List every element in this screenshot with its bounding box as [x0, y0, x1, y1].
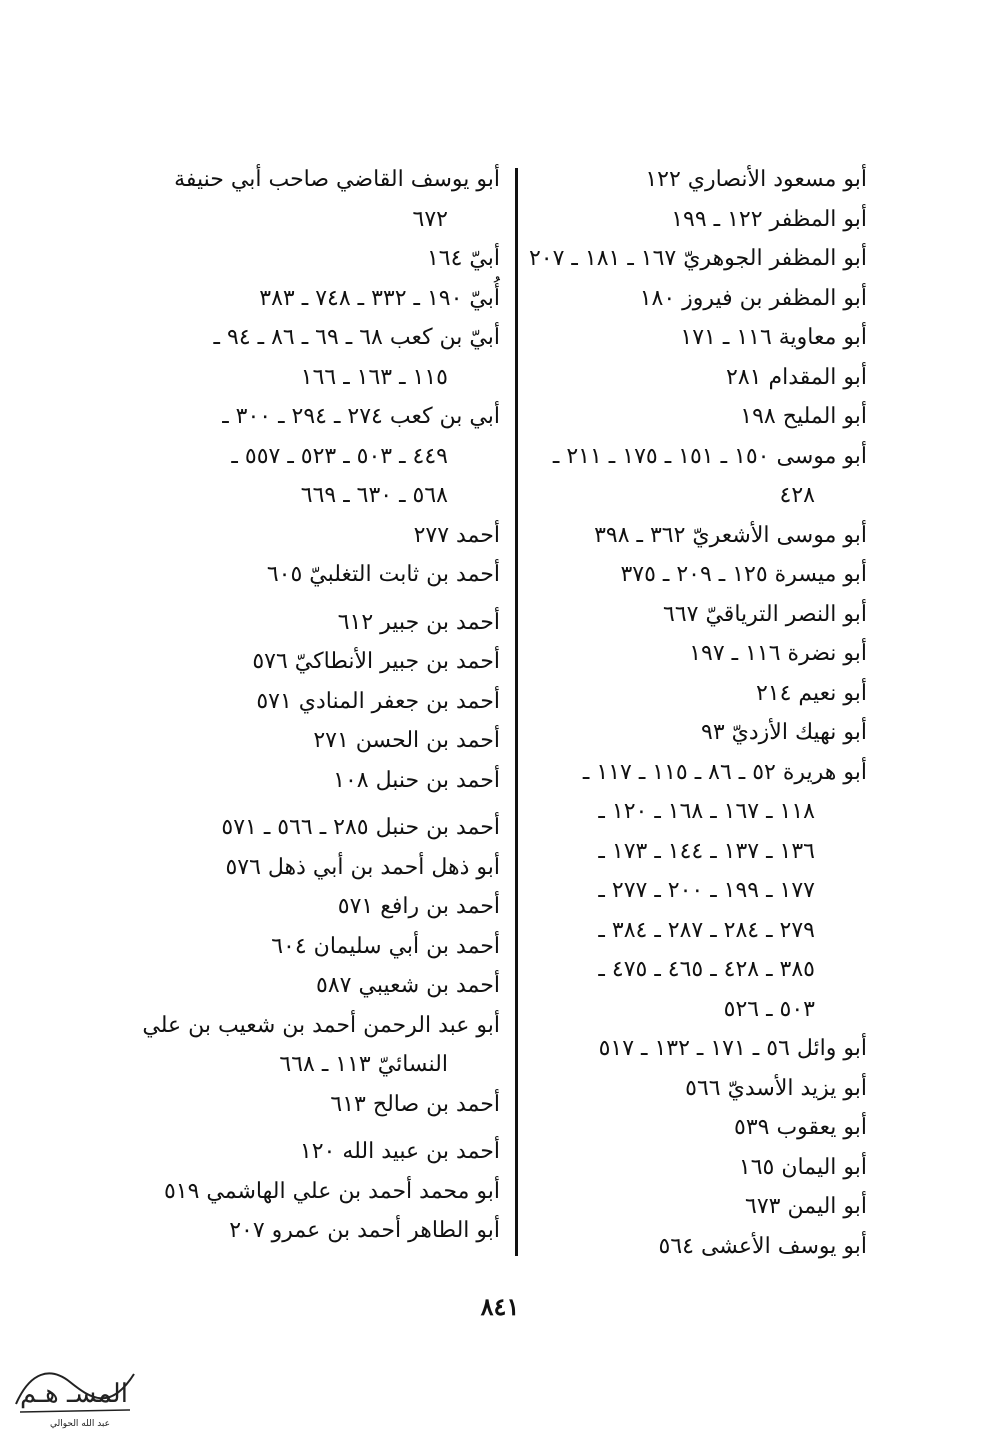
- index-entry: أحمد بن حنبل ١٠٨: [333, 767, 500, 793]
- index-entry: أبو يوسف الأعشى ٥٦٤: [658, 1233, 867, 1259]
- index-entry-continuation: ٤٢٨: [779, 483, 815, 508]
- index-entry-continuation: ٥٦٨ ـ ٦٣٠ ـ ٦٦٩: [300, 483, 448, 508]
- page-number: ٨٤١: [480, 1292, 520, 1321]
- index-entry-continuation: ١٧٧ ـ ١٩٩ ـ ٢٠٠ ـ ٢٧٧ ـ: [598, 878, 815, 903]
- index-entry-continuation: ١١٥ ـ ١٦٣ ـ ١٦٦: [300, 364, 448, 390]
- index-entry: أبو اليمن ٦٧٣: [745, 1194, 867, 1219]
- index-entry: أحمد بن صالح ٦١٣: [330, 1091, 500, 1117]
- index-entry: أبو الطاهر أحمد بن عمرو ٢٠٧: [229, 1218, 500, 1243]
- index-entry-continuation: النسائيّ ١١٣ ـ ٦٦٨: [279, 1052, 448, 1077]
- index-entry: أبو النصر الترياقيّ ٦٦٧: [663, 601, 867, 627]
- index-entry: أحمد بن حنبل ٢٨٥ ـ ٥٦٦ ـ ٥٧١: [221, 815, 500, 840]
- column-divider: [515, 168, 518, 1256]
- index-entry: أبو اليمان ١٦٥: [738, 1154, 867, 1180]
- index-entry-continuation: ١٣٦ ـ ١٣٧ ـ ١٤٤ ـ ١٧٣ ـ: [598, 838, 815, 864]
- index-entry: أبو المظفر ١٢٢ ـ ١٩٩: [671, 206, 867, 232]
- index-entry: أحمد بن رافع ٥٧١: [337, 894, 500, 919]
- index-entry-continuation: ٥٠٣ ـ ٥٢٦: [723, 996, 815, 1022]
- index-entry: أبي بن كعب ٢٧٤ ـ ٢٩٤ ـ ٣٠٠ ـ: [222, 404, 500, 429]
- index-entry: أحمد بن جبير ٦١٢: [337, 609, 500, 635]
- index-entry: أبو مسعود الأنصاري ١٢٢: [645, 167, 867, 192]
- index-entry: أبو يوسف القاضي صاحب أبي حنيفة: [174, 167, 500, 192]
- index-entry: أُبيّ ١٩٠ ـ ٣٣٢ ـ ٧٤٨ ـ ٣٨٣: [259, 285, 500, 311]
- index-entry: أبو وائل ٥٦ ـ ١٧١ ـ ١٣٢ ـ ٥١٧: [598, 1036, 867, 1061]
- index-entry: أبو المظفر الجوهريّ ١٦٧ ـ ١٨١ ـ ٢٠٧: [528, 246, 867, 271]
- logo-sub-text: عبد الله الحوالي: [49, 1419, 111, 1429]
- index-entry: أبو يعقوب ٥٣٩: [734, 1115, 867, 1140]
- index-entry: أحمد ٢٧٧: [413, 522, 500, 548]
- index-entry: أبو هريرة ٥٢ ـ ٨٦ ـ ١١٥ ـ ١١٧ ـ: [582, 759, 867, 785]
- index-entry: أبو يزيد الأسديّ ٥٦٦: [685, 1075, 867, 1101]
- index-entry: أبيّ ١٦٤: [426, 246, 500, 271]
- index-entry: أبو نهيك الأزديّ ٩٣: [701, 720, 867, 745]
- index-entry: أبو ميسرة ١٢٥ ـ ٢٠٩ ـ ٣٧٥: [620, 562, 867, 587]
- index-entry: أبو نعيم ٢١٤: [755, 680, 867, 706]
- index-entry: أبو موسى الأشعريّ ٣٦٢ ـ ٣٩٨: [594, 522, 867, 548]
- index-entry: أبو ذهل أحمد بن أبي ذهل ٥٧٦: [225, 854, 500, 880]
- index-entry: أحمد بن الحسن ٢٧١: [313, 728, 500, 753]
- index-entry: أحمد بن ثابت التغلبيّ ٦٠٥: [266, 562, 500, 587]
- index-entry-continuation: ٣٨٥ ـ ٤٢٨ ـ ٤٦٥ ـ ٤٧٥ ـ: [598, 957, 815, 982]
- index-entry: أحمد بن شعيبي ٥٨٧: [316, 973, 500, 998]
- publisher-logo: [10, 1352, 140, 1430]
- index-entry: أبو عبد الرحمن أحمد بن شعيب بن علي: [142, 1012, 500, 1038]
- index-entry: أحمد بن أبي سليمان ٦٠٤: [271, 933, 500, 959]
- index-column-left: [142, 160, 500, 1251]
- index-entry: أبيّ بن كعب ٦٨ ـ ٦٩ ـ ٨٦ ـ ٩٤ ـ: [213, 325, 500, 350]
- index-entry-continuation: ٢٧٩ ـ ٢٨٤ ـ ٢٨٧ ـ ٣٨٤ ـ: [598, 917, 815, 943]
- index-entry: أبو معاوية ١١٦ ـ ١٧١: [680, 325, 867, 350]
- index-entry-continuation: ١١٨ ـ ١٦٧ ـ ١٦٨ ـ ١٢٠ ـ: [598, 799, 815, 824]
- index-entry-continuation: ٤٤٩ ـ ٥٠٣ ـ ٥٢٣ ـ ٥٥٧ ـ: [231, 443, 448, 469]
- index-entry: أبو موسى ١٥٠ ـ ١٥١ ـ ١٧٥ ـ ٢١١ ـ: [552, 443, 867, 469]
- index-entry: أبو المظفر بن فيروز ١٨٠: [639, 285, 867, 311]
- index-entry: أبو المقدام ٢٨١: [726, 364, 867, 390]
- index-entry: أحمد بن عبيد الله ١٢٠: [299, 1139, 500, 1164]
- logo-main-text: المسـ هـم: [20, 1379, 128, 1409]
- index-entry: أبو المليح ١٩٨: [740, 404, 867, 429]
- index-entry: أبو محمد أحمد بن علي الهاشمي ٥١٩: [163, 1178, 500, 1204]
- index-entry: أحمد بن جبير الأنطاكيّ ٥٧٦: [252, 649, 500, 674]
- index-column-right: [527, 160, 867, 1266]
- index-entry: أبو نضرة ١١٦ ـ ١٩٧: [689, 641, 867, 666]
- index-entry: أحمد بن جعفر المنادي ٥٧١: [256, 688, 500, 714]
- index-entry-continuation: ٦٧٢: [412, 206, 448, 232]
